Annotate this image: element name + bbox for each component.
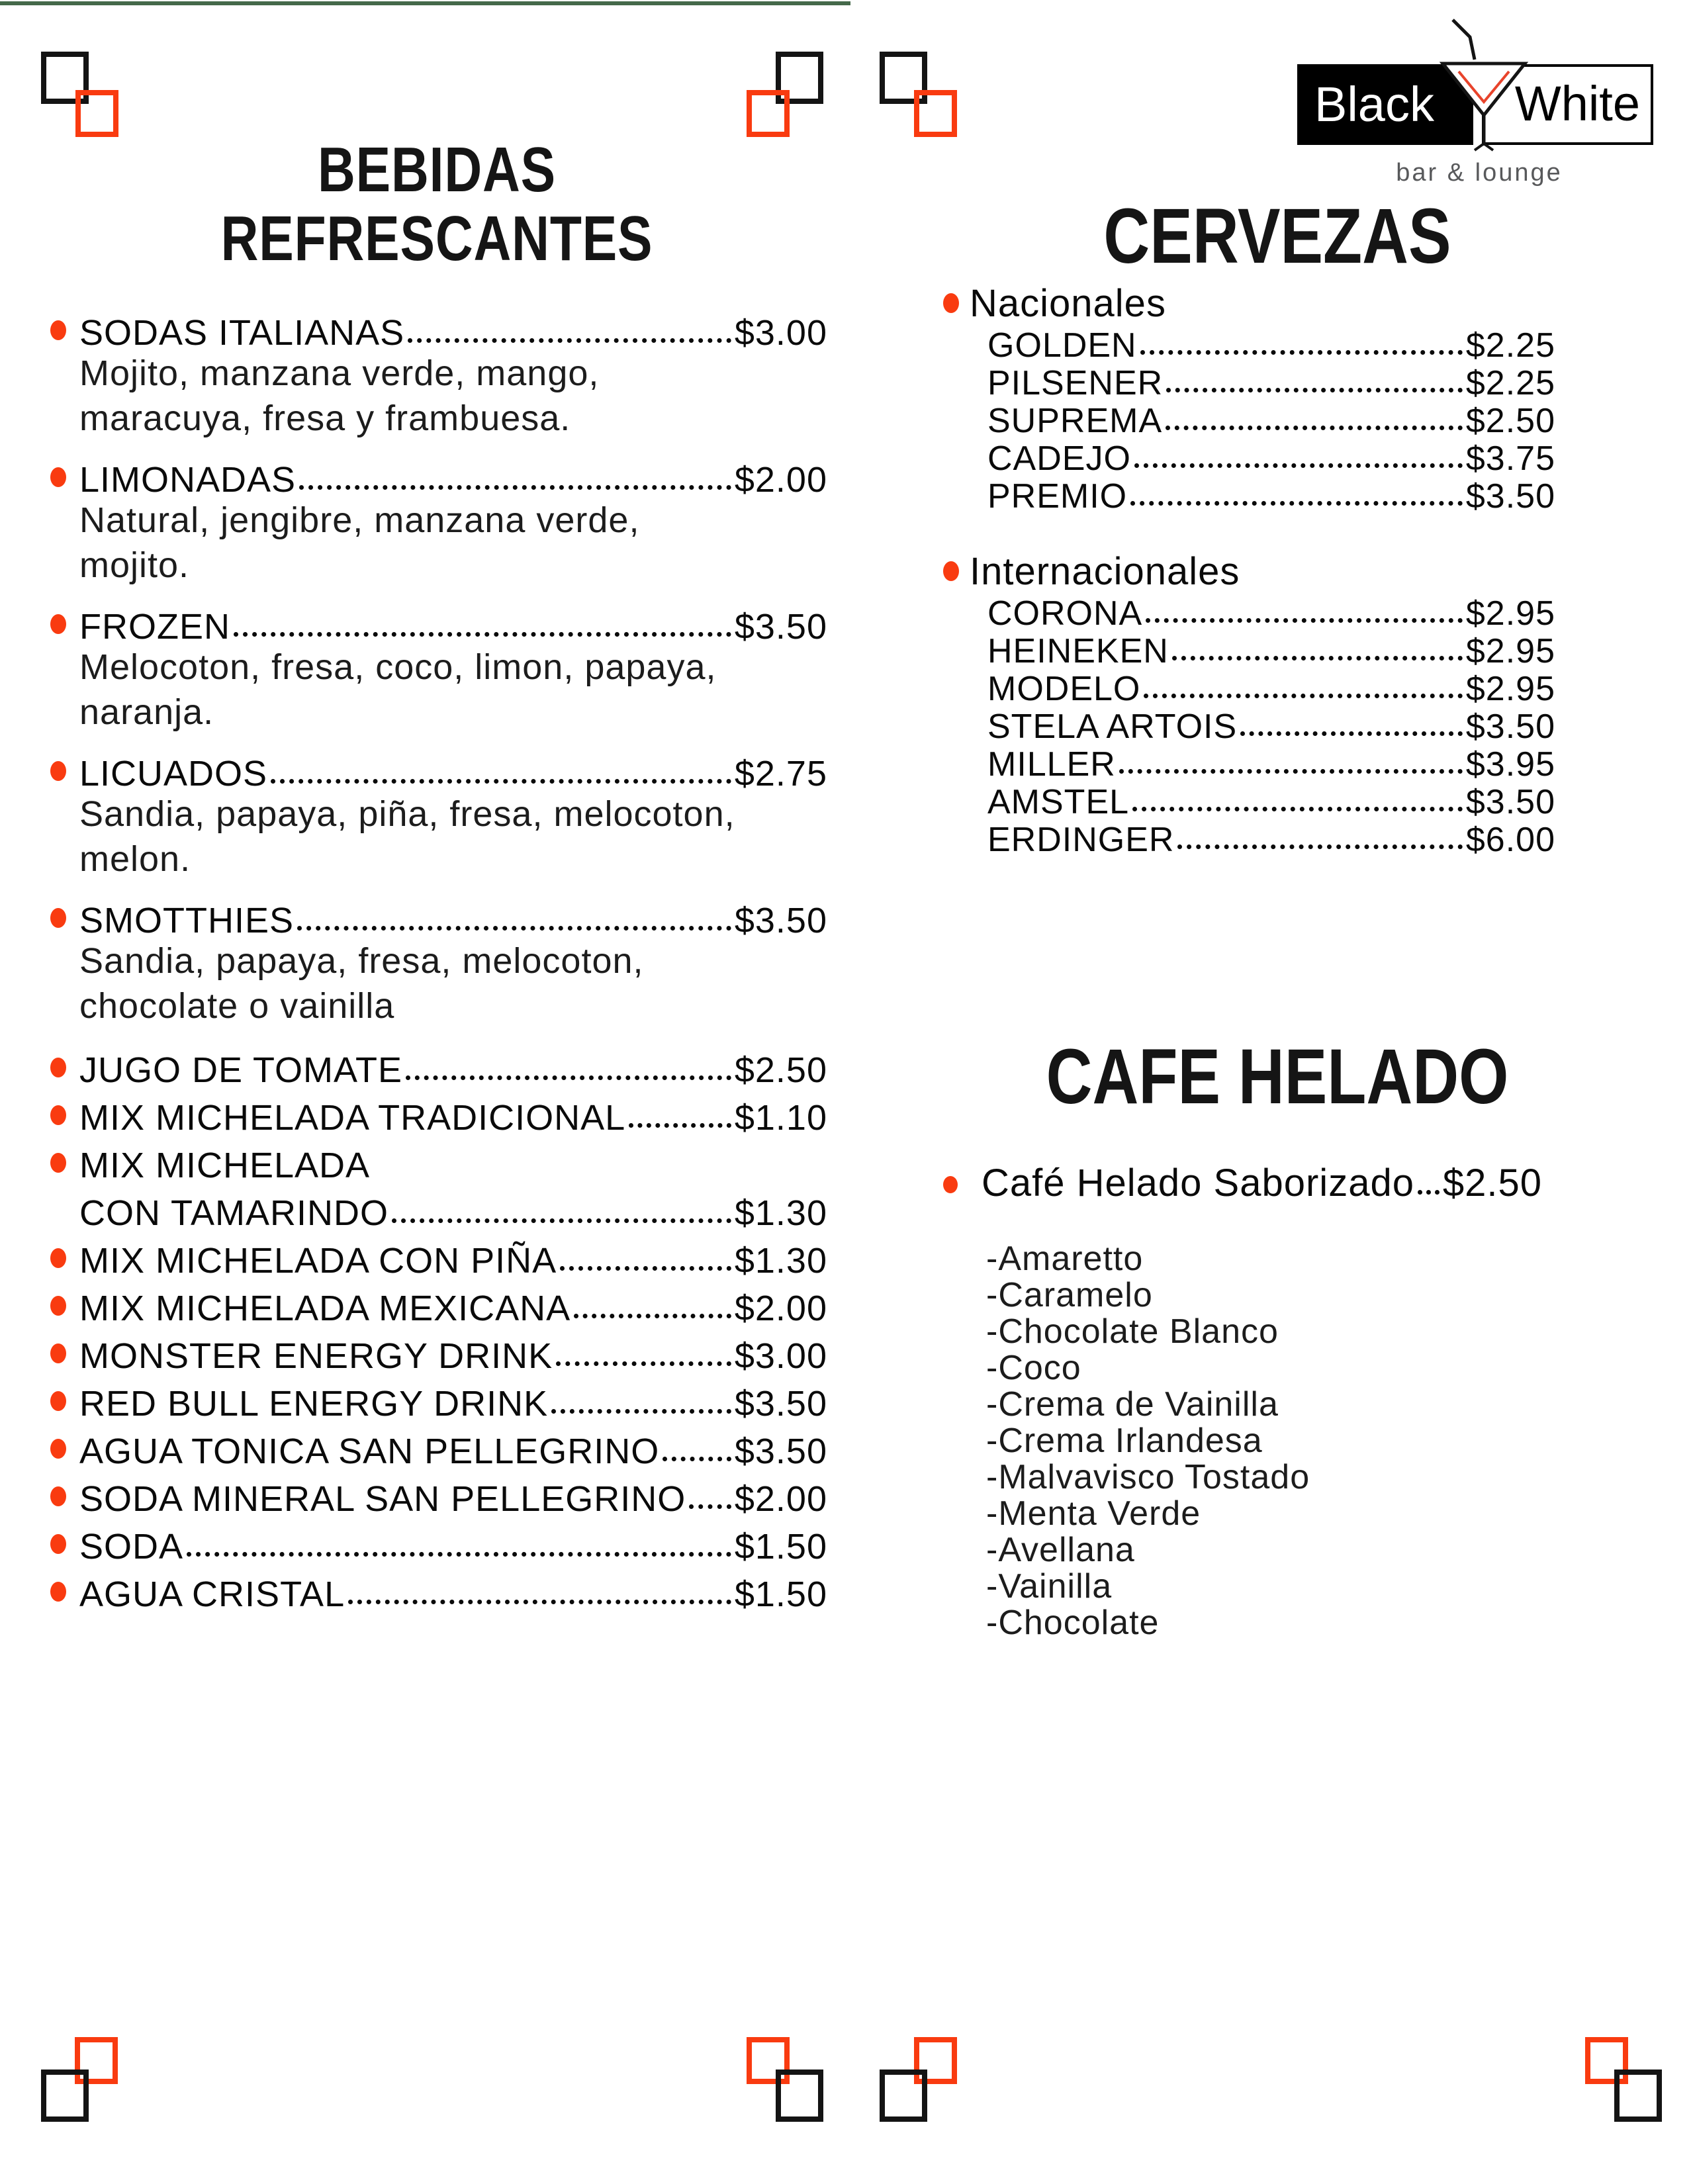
decor-square-black [41, 2070, 89, 2122]
bullet-icon [50, 1439, 66, 1459]
item-name: PILSENER [987, 364, 1164, 402]
bullet-icon [50, 1391, 66, 1411]
bullet-icon [50, 1248, 66, 1268]
item-price: $3.50 [734, 1432, 827, 1471]
beer-item-row [943, 706, 1555, 744]
beer-item-row [943, 438, 1555, 476]
flavor-item: -Chocolate Blanco [986, 1312, 1279, 1351]
item-name: MIX MICHELADA MEXICANA [79, 1289, 571, 1328]
item-description: Sandia, papaya, piña, fresa, melocoton, [79, 794, 735, 834]
item-name: JUGO DE TOMATE [79, 1050, 403, 1090]
logo-tagline: bar & lounge [1396, 159, 1563, 187]
item-name: RED BULL ENERGY DRINK [79, 1384, 549, 1424]
item-name: MILLER [987, 745, 1116, 784]
dot-leader [1240, 731, 1463, 736]
dot-leader [234, 632, 731, 637]
beer-item-row [943, 819, 1555, 857]
beer-item-row [943, 476, 1555, 514]
item-name: CORONA [987, 594, 1143, 633]
bullet-icon [50, 1296, 66, 1316]
item-name: AMSTEL [987, 783, 1130, 821]
bullet-icon [50, 908, 66, 928]
menu-item-row [50, 1326, 827, 1374]
item-price: $2.75 [734, 754, 827, 794]
dot-leader [1166, 426, 1463, 430]
decor-square-red [914, 90, 957, 137]
cafe-helado-item [943, 1161, 1542, 1203]
item-description: melon. [79, 839, 191, 879]
item-name: MIX MICHELADA TRADICIONAL [79, 1098, 626, 1138]
section-title-bebidas [101, 136, 774, 273]
simple-items-list [50, 1040, 827, 1612]
dot-leader [1119, 769, 1463, 774]
item-name: MIX MICHELADA CON PIÑA [79, 1241, 557, 1281]
menu-item-row [50, 1136, 827, 1183]
menu-item-row [50, 1469, 827, 1517]
item-price: $2.00 [734, 1289, 827, 1328]
dot-leader [1134, 463, 1463, 468]
menu-item-row [50, 1422, 827, 1469]
dot-leader [187, 1552, 731, 1557]
menu-item-row [50, 1231, 827, 1279]
dot-leader [271, 779, 731, 784]
dot-leader [574, 1314, 731, 1318]
dot-leader [1132, 807, 1463, 811]
menu-item-row [50, 1565, 827, 1612]
item-price: $3.50 [734, 1384, 827, 1424]
beer-item-row [943, 782, 1555, 819]
item-price: $2.50 [734, 1050, 827, 1090]
dot-leader [1130, 501, 1463, 506]
menu-item-row [50, 1279, 827, 1326]
dot-leader [406, 1075, 731, 1080]
menu-item-row [943, 1161, 1542, 1203]
dot-leader [299, 485, 731, 490]
dot-leader [689, 1504, 731, 1509]
menu-item-row [50, 1374, 827, 1422]
menu-item-row [50, 1517, 827, 1565]
item-name: MIX MICHELADA [79, 1146, 371, 1185]
item-name: CON TAMARINDO [79, 1193, 389, 1233]
item-description: Sandia, papaya, fresa, melocoton, [79, 941, 644, 981]
flavor-item: -Crema de Vainilla [986, 1385, 1279, 1424]
menu-item-row [50, 600, 827, 645]
flavor-item: -Avellana [986, 1531, 1135, 1569]
item-name: SMOTTHIES [79, 901, 295, 940]
item-name: SODA MINERAL SAN PELLEGRINO [79, 1479, 686, 1519]
item-name: FROZEN [79, 607, 230, 647]
dot-leader [1166, 388, 1463, 392]
bullet-icon [943, 561, 959, 581]
bullet-icon [50, 1534, 66, 1554]
bullet-icon [943, 293, 959, 313]
title-line-1: BEBIDAS [317, 134, 557, 205]
section-title-cervezas: CERVEZAS [1103, 193, 1451, 280]
dot-leader [560, 1266, 731, 1271]
item-price: $2.00 [734, 1479, 827, 1519]
bebidas-list [50, 306, 827, 1612]
flavor-item: -Crema Irlandesa [986, 1422, 1263, 1460]
item-price: $2.95 [1465, 632, 1555, 670]
item-name: MONSTER ENERGY DRINK [79, 1336, 553, 1376]
dot-leader [392, 1218, 731, 1223]
dot-leader [1144, 694, 1462, 698]
item-price: $1.10 [734, 1098, 827, 1138]
item-price: $3.00 [734, 313, 827, 353]
menu-item-row [50, 306, 827, 351]
item-price: $3.50 [734, 607, 827, 647]
flavor-item: -Caramelo [986, 1276, 1153, 1314]
item-price: $2.50 [1465, 402, 1555, 440]
dot-leader [629, 1123, 731, 1128]
martini-glass-icon [1438, 17, 1530, 153]
menu-item-row [50, 453, 827, 498]
bullet-icon [50, 1058, 66, 1077]
flavor-item: -Menta Verde [986, 1494, 1201, 1533]
decor-square-red [747, 90, 790, 137]
item-description: maracuya, fresa y frambuesa. [79, 398, 571, 438]
item-price: $6.00 [1465, 821, 1555, 859]
item-price: $3.50 [1465, 707, 1555, 746]
beer-item-row [943, 744, 1555, 782]
item-name: CADEJO [987, 439, 1131, 478]
item-name: SODA [79, 1527, 184, 1567]
flavor-item: -Vainilla [986, 1567, 1113, 1606]
item-price: $3.95 [1465, 745, 1555, 784]
bullet-icon [50, 1582, 66, 1602]
beer-section-nacionales [943, 281, 1555, 514]
menu-item-row [50, 1183, 827, 1231]
item-price: $1.30 [734, 1241, 827, 1281]
item-name: STELA ARTOIS [987, 707, 1238, 746]
item-name: AGUA TONICA SAN PELLEGRINO [79, 1432, 660, 1471]
item-name: AGUA CRISTAL [79, 1574, 345, 1614]
flavor-item: -Amaretto [986, 1240, 1144, 1278]
bullet-icon [50, 1153, 66, 1173]
item-price: $3.50 [734, 901, 827, 940]
item-description: mojito. [79, 545, 190, 585]
beer-section-header [943, 281, 1555, 325]
dot-leader [1146, 618, 1463, 623]
section-title-cafe-helado: CAFE HELADO [1046, 1033, 1509, 1120]
bullet-icon [50, 761, 66, 781]
flavor-item: -Chocolate [986, 1604, 1160, 1642]
item-description: chocolate o vainilla [79, 986, 395, 1026]
dot-leader [408, 338, 731, 343]
item-price: $2.50 [1442, 1161, 1542, 1205]
menu-item-row [50, 1040, 827, 1088]
beer-item-row [943, 593, 1555, 631]
item-name: PREMIO [987, 477, 1128, 516]
logo-black-text: Black [1314, 77, 1434, 132]
item-price: $3.50 [1465, 477, 1555, 516]
beer-section-internacionales [943, 549, 1555, 857]
item-name: SUPREMA [987, 402, 1163, 440]
item-name: ERDINGER [987, 821, 1175, 859]
bullet-icon [50, 614, 66, 634]
item-price: $1.50 [734, 1574, 827, 1614]
item-price: $2.25 [1465, 326, 1555, 365]
item-name: LIMONADAS [79, 460, 297, 500]
bullet-icon [50, 1486, 66, 1506]
beer-item-row [943, 325, 1555, 363]
item-name: HEINEKEN [987, 632, 1169, 670]
dot-leader [1177, 844, 1462, 849]
section-header-label: Internacionales [970, 549, 1240, 593]
decor-square-red [75, 90, 118, 137]
item-name: LICUADOS [79, 754, 268, 794]
menu-item-row [50, 1088, 827, 1136]
item-description: naranja. [79, 692, 214, 732]
beer-item-row [943, 668, 1555, 706]
cafe-flavors-list [986, 1241, 1310, 1641]
logo-white-text: White [1514, 76, 1640, 131]
dot-leader [1172, 656, 1463, 660]
menu-group [50, 600, 827, 735]
title-line-2: REFRESCANTES [220, 203, 653, 274]
menu-group [50, 893, 827, 1028]
beer-item-row [943, 400, 1555, 438]
top-accent-line [0, 1, 850, 5]
item-price: $2.95 [1465, 670, 1555, 708]
flavor-item: -Coco [986, 1349, 1081, 1387]
bullet-icon [50, 320, 66, 340]
dot-leader [1140, 350, 1463, 355]
bullet-icon [943, 1176, 958, 1193]
item-price: $2.25 [1465, 364, 1555, 402]
menu-group [50, 747, 827, 882]
menu-item-row [50, 893, 827, 938]
bullet-icon [50, 1105, 66, 1125]
dot-leader [348, 1600, 731, 1604]
menu-group [50, 453, 827, 588]
dot-leader [663, 1457, 731, 1461]
menu-item-row [50, 747, 827, 792]
beer-section-header [943, 549, 1555, 593]
section-header-label: Nacionales [970, 281, 1166, 325]
decor-square-black [880, 2070, 927, 2122]
item-description: Melocoton, fresa, coco, limon, papaya, [79, 647, 717, 687]
item-name: MODELO [987, 670, 1141, 708]
item-price: $2.00 [734, 460, 827, 500]
item-price: $3.50 [1465, 783, 1555, 821]
item-description: Mojito, manzana verde, mango, [79, 353, 600, 393]
item-description: Natural, jengibre, manzana verde, [79, 500, 640, 540]
item-name: GOLDEN [987, 326, 1137, 365]
item-price: $1.50 [734, 1527, 827, 1567]
dot-leader [297, 926, 731, 931]
bullet-icon [50, 1343, 66, 1363]
decor-square-black [776, 2070, 823, 2122]
dot-leader [1418, 1190, 1440, 1195]
beer-item-row [943, 631, 1555, 668]
item-name: SODAS ITALIANAS [79, 313, 405, 353]
item-price: $3.00 [734, 1336, 827, 1376]
dot-leader [556, 1361, 731, 1366]
item-price: $2.95 [1465, 594, 1555, 633]
menu-group [50, 306, 827, 441]
item-name: Café Helado Saborizado [982, 1161, 1414, 1205]
dot-leader [551, 1409, 731, 1414]
bullet-icon [50, 467, 66, 487]
decor-square-black [1614, 2070, 1662, 2122]
item-price: $3.75 [1465, 439, 1555, 478]
item-price: $1.30 [734, 1193, 827, 1233]
flavor-item: -Malvavisco Tostado [986, 1458, 1310, 1496]
beer-item-row [943, 363, 1555, 400]
